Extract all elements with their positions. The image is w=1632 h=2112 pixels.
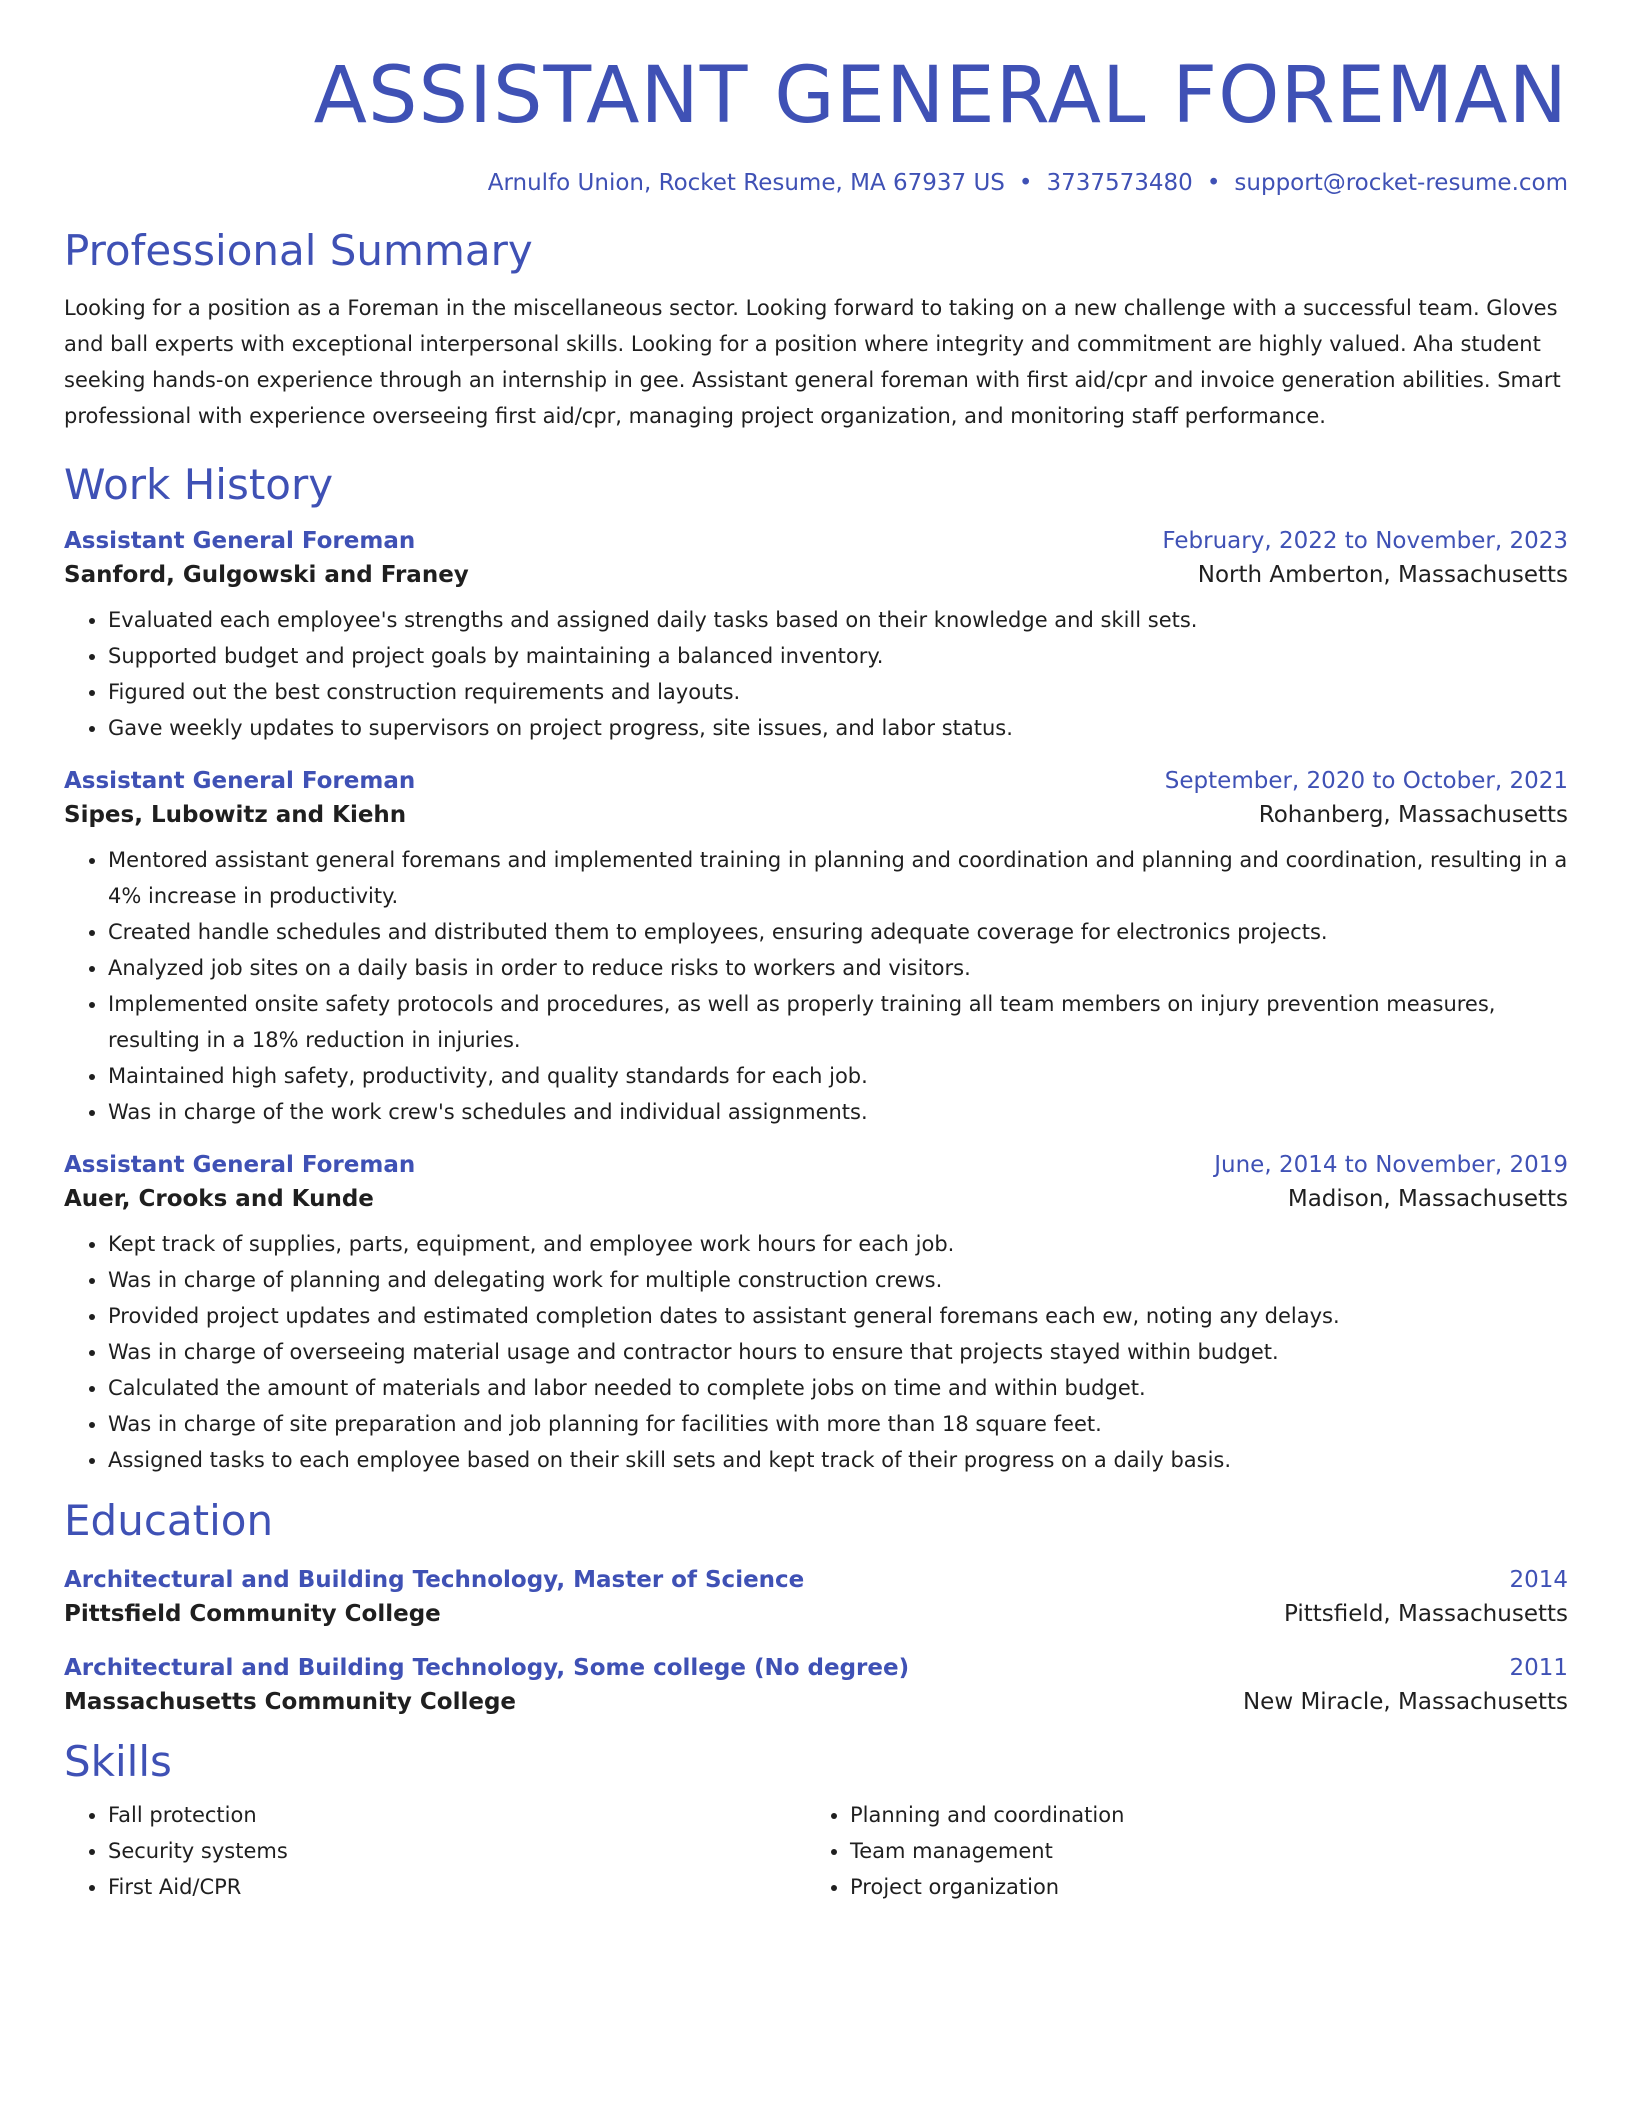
education-location: Pittsfield, Massachusetts	[1284, 1600, 1568, 1627]
contact-separator: •	[1206, 169, 1221, 196]
job-bullet: • Implemented onsite safety protocols and procedures, as well as properly training all team members on injury prevention measures, resulting in a 18% reduction in injuries.	[108, 986, 1568, 1058]
contact-phone[interactable]: 3737573480	[1046, 169, 1193, 196]
job-bullets	[64, 602, 1568, 746]
skills-column-right	[806, 1797, 1548, 1905]
job-bullet: • Analyzed job sites on a daily basis in order to reduce risks to workers and visitors.	[108, 950, 1568, 986]
job-bullet: • Was in charge of overseeing material usage and contractor hours to ensure that projects stayed within budget.	[108, 1334, 1568, 1370]
education-year: 2014	[1509, 1566, 1568, 1593]
skill-item: • Project organization	[850, 1869, 1548, 1905]
job-bullet: • Provided project updates and estimated completion dates to assistant general foremans each ew, noting any delays.	[108, 1298, 1568, 1334]
section-title-work-history: Work History	[64, 460, 334, 510]
job-title-row	[64, 768, 1568, 794]
job-bullets	[64, 842, 1568, 1130]
education-degree-row	[64, 1655, 1568, 1681]
contact-address: Arnulfo Union, Rocket Resume, MA 67937 US	[487, 169, 1005, 196]
job-title-row	[64, 528, 1568, 554]
job-bullet: • Calculated the amount of materials and labor needed to complete jobs on time and within budget.	[108, 1370, 1568, 1406]
job-company: Sanford, Gulgowski and Franey	[64, 562, 469, 589]
resume-page	[64, 0, 1568, 1905]
job-entry	[64, 1152, 1568, 1478]
job-company-row	[64, 1186, 1568, 1212]
job-title-row	[64, 1152, 1568, 1178]
section-title-education: Education	[64, 1496, 274, 1546]
job-bullet: • Kept track of supplies, parts, equipment, and employee work hours for each job.	[108, 1226, 1568, 1262]
job-bullet: • Supported budget and project goals by maintaining a balanced inventory.	[108, 638, 1568, 674]
education-entry	[64, 1655, 1568, 1715]
skill-item: • Security systems	[108, 1833, 806, 1869]
section-title-skills: Skills	[64, 1736, 172, 1786]
education-entry	[64, 1567, 1568, 1627]
job-company: Auer, Crooks and Kunde	[64, 1186, 374, 1213]
education-degree-row	[64, 1567, 1568, 1593]
job-bullet: • Maintained high safety, productivity, and quality standards for each job.	[108, 1058, 1568, 1094]
skill-item: • First Aid/CPR	[108, 1869, 806, 1905]
job-role: Assistant General Foreman	[64, 528, 416, 555]
skill-item: • Team management	[850, 1833, 1548, 1869]
job-company: Sipes, Lubowitz and Kiehn	[64, 802, 407, 829]
job-dates: June, 2014 to November, 2019	[1214, 1152, 1568, 1179]
job-role: Assistant General Foreman	[64, 1152, 416, 1179]
job-bullet: • Evaluated each employee's strengths and assigned daily tasks based on their knowledge and skill sets.	[108, 602, 1568, 638]
work-history-section	[64, 460, 1568, 1478]
education-location: New Miracle, Massachusetts	[1242, 1688, 1568, 1715]
job-bullet: • Was in charge of the work crew's schedules and individual assignments.	[108, 1094, 1568, 1130]
job-location: Rohanberg, Massachusetts	[1258, 802, 1568, 829]
education-school: Massachusetts Community College	[64, 1688, 517, 1715]
job-location: North Amberton, Massachusetts	[1197, 562, 1568, 589]
job-company-row	[64, 802, 1568, 828]
job-company-row	[64, 562, 1568, 588]
education-degree: Architectural and Building Technology, Master of Science	[64, 1566, 805, 1593]
education-school-row	[64, 1689, 1568, 1715]
job-role: Assistant General Foreman	[64, 768, 416, 795]
contact-line	[64, 170, 1568, 196]
job-bullet: • Assigned tasks to each employee based on their skill sets and kept track of their progress on a daily basis.	[108, 1442, 1568, 1478]
skills-section	[64, 1737, 1568, 1905]
job-bullet: • Mentored assistant general foremans and implemented training in planning and coordination and planning and coordination, resulting in a 4% increase in productivity.	[108, 842, 1568, 914]
job-entry	[64, 528, 1568, 746]
job-dates: February, 2022 to November, 2023	[1162, 528, 1568, 555]
education-degree: Architectural and Building Technology, Some college (No degree)	[64, 1654, 910, 1681]
skills-grid	[64, 1797, 1568, 1905]
resume-header	[64, 0, 1568, 196]
education-school: Pittsfield Community College	[64, 1600, 441, 1627]
skills-column-left	[64, 1797, 806, 1905]
job-location: Madison, Massachusetts	[1287, 1186, 1568, 1213]
contact-separator: •	[1018, 169, 1033, 196]
job-bullet: • Was in charge of planning and delegating work for multiple construction crews.	[108, 1262, 1568, 1298]
section-title-summary: Professional Summary	[64, 225, 533, 275]
skill-item: • Planning and coordination	[850, 1797, 1548, 1833]
contact-email[interactable]: support@rocket-resume.com	[1234, 169, 1568, 196]
job-bullet: • Gave weekly updates to supervisors on project progress, site issues, and labor status.	[108, 710, 1568, 746]
job-entry	[64, 768, 1568, 1130]
job-bullet: • Was in charge of site preparation and job planning for facilities with more than 18 square feet.	[108, 1406, 1568, 1442]
job-bullet: • Created handle schedules and distributed them to employees, ensuring adequate coverage for electronics projects.	[108, 914, 1568, 950]
summary-section	[64, 226, 1568, 434]
job-bullet: • Figured out the best construction requirements and layouts.	[108, 674, 1568, 710]
job-bullets	[64, 1226, 1568, 1478]
summary-text: Looking for a position as a Foreman in the miscellaneous sector. Looking forward to taking on a new challenge with a successful team. Gloves and ball experts with exceptional interpersonal skills. Looking for a position where integrity and commitment are highly valued. Aha student seeking hands-on experience through an internship in gee. Assistant general foreman with first aid/cpr and invoice generation abilities. Smart professional with experience overseeing first aid/cpr, managing project organization, and monitoring staff performance.	[64, 296, 1561, 429]
candidate-title: ASSISTANT GENERAL FOREMAN	[313, 51, 1568, 141]
job-dates: September, 2020 to October, 2021	[1164, 768, 1568, 795]
education-school-row	[64, 1601, 1568, 1627]
education-year: 2011	[1509, 1654, 1568, 1681]
education-section	[64, 1496, 1568, 1714]
skill-item: • Fall protection	[108, 1797, 806, 1833]
